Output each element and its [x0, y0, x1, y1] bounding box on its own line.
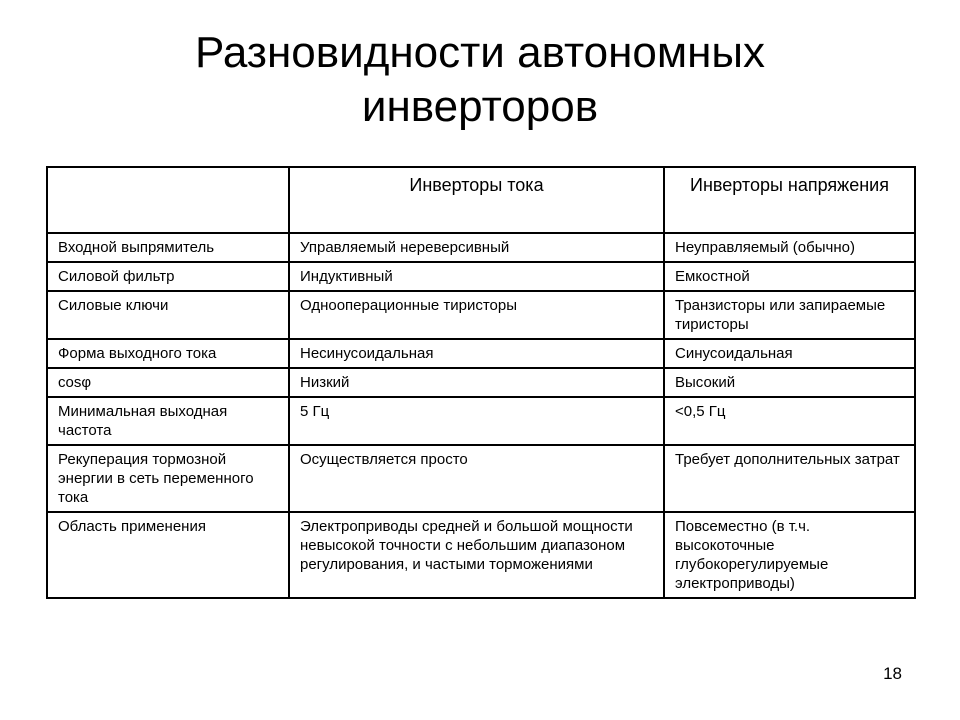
slide-title-line-2: инверторов	[361, 82, 599, 131]
row-label: Область применения	[47, 512, 289, 598]
header-cell-empty	[47, 167, 289, 233]
voltage-inverter-cell: <0,5 Гц	[664, 397, 915, 445]
voltage-inverter-cell: Транзисторы или запираемые тиристоры	[664, 291, 915, 339]
current-inverter-cell: Несинусоидальная	[289, 339, 664, 368]
voltage-inverter-cell: Емкостной	[664, 262, 915, 291]
table-row	[47, 339, 915, 368]
table-header-row	[47, 167, 915, 233]
voltage-inverter-cell: Требует дополнительных затрат	[664, 445, 915, 512]
table-row	[47, 262, 915, 291]
current-inverter-cell: Индуктивный	[289, 262, 664, 291]
table-row	[47, 397, 915, 445]
row-label: Форма выходного тока	[47, 339, 289, 368]
header-voltage-inverters: Инверторы напряжения	[664, 167, 915, 233]
table-row	[47, 291, 915, 339]
voltage-inverter-cell: Высокий	[664, 368, 915, 397]
voltage-inverter-cell: Синусоидальная	[664, 339, 915, 368]
table-row	[47, 512, 915, 598]
row-label: Силовые ключи	[47, 291, 289, 339]
current-inverter-cell: Управляемый нереверсивный	[289, 233, 664, 262]
row-label: Входной выпрямитель	[47, 233, 289, 262]
current-inverter-cell: Электроприводы средней и большой мощности невысокой точности с небольшим диапазоном регулирования, и частыми торможениями	[289, 512, 664, 598]
voltage-inverter-cell: Неуправляемый (обычно)	[664, 233, 915, 262]
row-label: Силовой фильтр	[47, 262, 289, 291]
header-current-inverters: Инверторы тока	[289, 167, 664, 233]
slide-title-line-1: Разновидности автономных	[194, 28, 766, 77]
row-label: Рекуперация тормозной энергии в сеть переменного тока	[47, 445, 289, 512]
row-label: Минимальная выходная частота	[47, 397, 289, 445]
current-inverter-cell: 5 Гц	[289, 397, 664, 445]
comparison-table	[46, 166, 916, 599]
current-inverter-cell: Однооперационные тиристоры	[289, 291, 664, 339]
current-inverter-cell: Осуществляется просто	[289, 445, 664, 512]
page-number: 18	[883, 664, 902, 683]
slide-title	[0, 26, 960, 134]
voltage-inverter-cell: Повсеместно (в т.ч. высокоточные глубокорегулируемые электроприводы)	[664, 512, 915, 598]
row-label: cosφ	[47, 368, 289, 397]
current-inverter-cell: Низкий	[289, 368, 664, 397]
table-row	[47, 233, 915, 262]
table-row	[47, 445, 915, 512]
table-row	[47, 368, 915, 397]
